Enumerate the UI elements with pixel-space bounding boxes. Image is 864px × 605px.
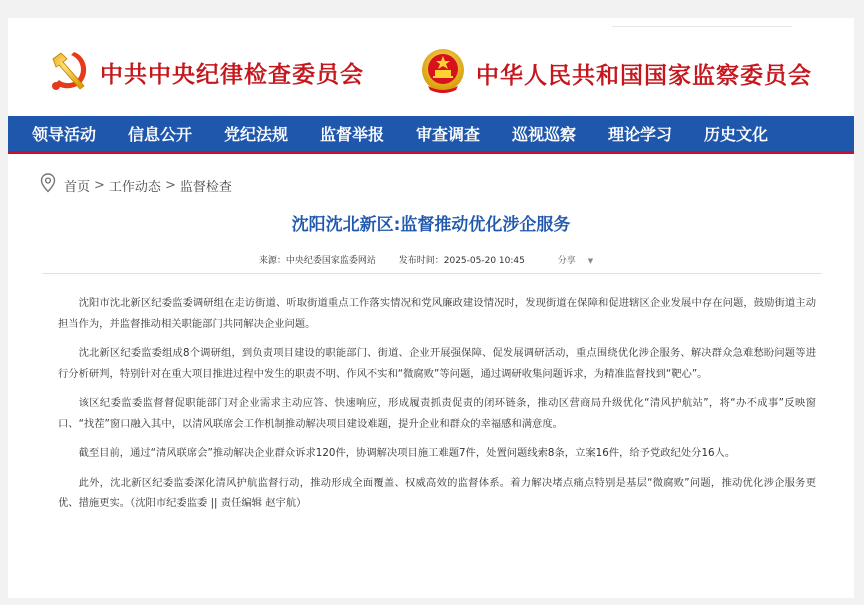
- breadcrumb-home[interactable]: 首页: [64, 179, 91, 195]
- article-paragraph: 该区纪委监委监督督促职能部门对企业需求主动应答、快速响应，形成履责抓责促责的闭环链条，推动区营商局升级优化“清风护航站”，将“办不成事”反映窗口、“找茬”窗口融入其中，以清风联席会工作机制推动解决项目建设难题，提升企业和群众的幸福感和满意度。: [58, 397, 816, 430]
- location-pin-icon: [40, 173, 56, 197]
- nav-item-history[interactable]: 历史文化: [703, 125, 768, 144]
- title-divider: [42, 273, 822, 274]
- article-title: 沈阳沈北新区:监督推动优化涉企服务: [291, 215, 571, 235]
- nsc-brand[interactable]: [418, 46, 812, 100]
- article-source: 来源：中央纪委国家监委网站: [258, 256, 376, 266]
- hammer-sickle-icon: [44, 46, 92, 98]
- site-header: [8, 18, 854, 116]
- article-paragraph: 沈阳市沈北新区纪委监委调研组在走访街道、听取街道重点工作落实情况和党风廉政建设情况时，发现街道在保障和促进辖区企业发展中存在问题，鼓励街道主动担当作为，并监督推动相关职能部门共同解决企业问题。: [58, 297, 816, 330]
- article-published: 发布时间：2025-05-20 10:45: [398, 256, 525, 266]
- nav-item-leadership[interactable]: 领导活动: [31, 125, 96, 144]
- breadcrumb-separator: >: [164, 177, 176, 193]
- breadcrumb: [40, 173, 232, 197]
- page: [8, 18, 854, 598]
- breadcrumb-section[interactable]: 工作动态: [108, 179, 161, 195]
- nav-item-disclosure[interactable]: 信息公开: [127, 125, 192, 144]
- share-label: 分享: [557, 256, 576, 266]
- ccdi-brand[interactable]: [44, 46, 364, 98]
- nav-item-regulations[interactable]: 党纪法规: [223, 125, 288, 144]
- article-meta: [8, 253, 854, 266]
- ccdi-name: 中共中央纪律检查委员会: [100, 60, 364, 88]
- nav-item-theory[interactable]: 理论学习: [607, 125, 672, 144]
- article-body: [58, 293, 816, 523]
- article-paragraph: 沈北新区纪委监委组成8个调研组，到负责项目建设的职能部门、街道、企业开展强保障、促发展调研活动，重点围绕优化涉企服务、解决群众急难愁盼问题等进行分析研判，特别针对在重大项目推进过程中发生的职责不明、作风不实和“微腐败”等问题，通过调研收集问题诉求，为精准监督找到“靶心”。: [58, 347, 816, 380]
- nsc-name: 中华人民共和国国家监察委员会: [476, 61, 812, 89]
- nav-item-report[interactable]: 监督举报: [319, 125, 384, 144]
- national-emblem-icon: [418, 46, 468, 100]
- nav-item-investigation[interactable]: 审查调查: [415, 125, 480, 144]
- caret-down-icon: ▼: [587, 257, 594, 265]
- breadcrumb-separator: >: [94, 177, 105, 193]
- main-nav: [8, 116, 854, 154]
- nav-item-inspection[interactable]: 巡视巡察: [511, 125, 576, 144]
- breadcrumb-current[interactable]: 监督检查: [179, 179, 232, 195]
- article-paragraph: 此外，沈北新区纪委监委深化清风护航监督行动，推动形成全面覆盖、权威高效的监督体系。着力解决堵点痛点特别是基层“微腐败”问题，推动优化涉企服务更优、措施更实。（沈阳市纪委监委 || 责任编辑 赵宇航）: [58, 476, 816, 509]
- article-paragraph: 截至目前，通过“清风联席会”推动解决企业群众诉求120件，协调解决项目施工难题7件，处置问题线索8条，立案16件，给予党政纪处分16人。: [78, 447, 736, 459]
- share-button[interactable]: [548, 256, 603, 266]
